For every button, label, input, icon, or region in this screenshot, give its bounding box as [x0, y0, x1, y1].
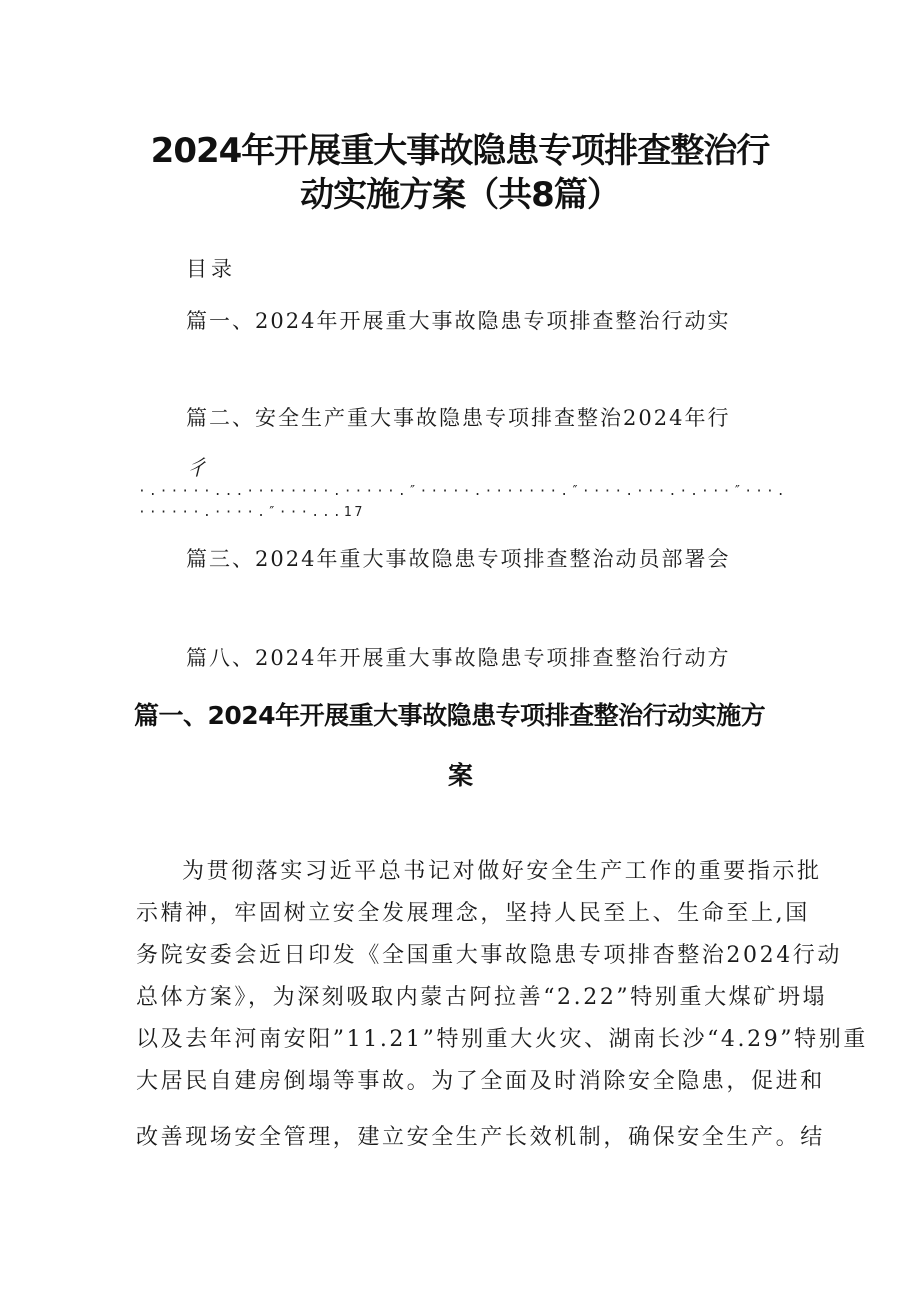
paragraph-line: 大居民自建房倒塌等事故。为了全面及时消除安全隐患，促进和 — [136, 1069, 825, 1094]
toc-entry-2-continuation: 彳 — [186, 456, 209, 480]
paragraph-line: 改善现场安全管理，建立安全生产长效机制，确保安全生产。结 — [136, 1125, 825, 1150]
toc-entry-2[interactable]: 篇二、安全生产重大事故隐患专项排查整治2024年行 — [186, 406, 731, 430]
toc-entry-2-leader-line-2: ······.····.″···...17 — [138, 505, 366, 520]
toc-entry-2-leader-line-1: ·.·····...········.·····.″·····.·······.″····.···.·.···″···. — [138, 484, 788, 499]
toc-entry-1[interactable]: 篇一、2024年开展重大事故隐患专项排查整治行动实 — [186, 309, 731, 333]
paragraph-line: 为贯彻落实习近平总书记对做好安全生产工作的重要指示批 — [182, 859, 822, 884]
toc-label: 目录 — [186, 257, 236, 281]
section-heading-line-1: 篇一、2024年开展重大事故隐患专项排查整治行动实施方 — [134, 701, 766, 730]
section-heading-line-2: 案 — [448, 761, 473, 790]
paragraph-line: 示精神，牢固树立安全发展理念，坚持人民至上、生命至上,国 — [136, 901, 810, 926]
document-title-line-1: 2024年开展重大事故隐患专项排查整治行 — [150, 131, 770, 171]
toc-entry-3[interactable]: 篇三、2024年重大事故隐患专项排查整治动员部署会 — [186, 547, 731, 571]
paragraph-line: 总体方案》，为深刻吸取内蒙古阿拉善“2.22”特别重大煤矿坍塌 — [136, 985, 828, 1010]
toc-entry-4[interactable]: 篇八、2024年开展重大事故隐患专项排查整治行动方 — [186, 646, 731, 670]
document-title-line-2: 动实施方案（共8篇） — [300, 175, 620, 215]
paragraph-line: 以及去年河南安阳”11.21”特别重大火灾、湖南长沙“4.29”特别重 — [136, 1027, 868, 1052]
paragraph-line: 务院安委会近日印发《全国重大事故隐患专项排杳整治2024行动 — [136, 943, 842, 968]
